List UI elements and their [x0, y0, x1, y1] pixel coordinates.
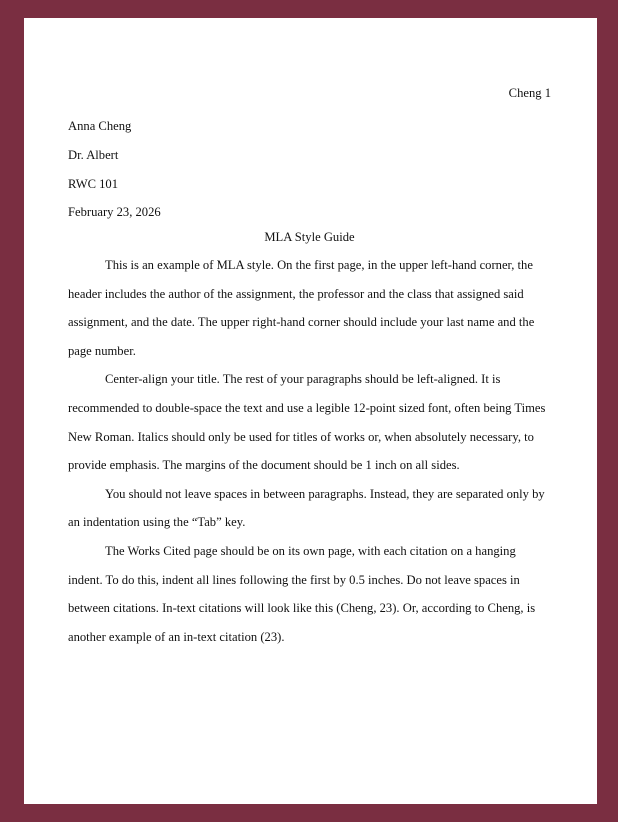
mla-header-block: [68, 112, 161, 227]
document-page: [24, 18, 597, 804]
document-title: MLA Style Guide: [264, 230, 355, 244]
professor-name: Dr. Albert: [68, 147, 119, 162]
course-name: RWC 101: [68, 176, 119, 191]
body-paragraph-2: Center-align your title. The rest of your paragraphs should be left-aligned. It is recommended to double-space the text and use a legible 12-point sized font, often being Times New Roman. Italics should only be used for titles of works or, when absolutely necessary, to provide emphasis. The margins of the document should be 1 inch on all sides.: [68, 372, 546, 473]
body-paragraph-4: The Works Cited page should be on its own page, with each citation on a hanging indent. To do this, indent all lines following the first by 0.5 inches. Do not leave spaces in between citations. In-text citations will look like this (Cheng, 23). Or, according to Cheng, is another example of an in-text citation (23).: [68, 543, 536, 644]
body-paragraph-3: You should not leave spaces in between paragraphs. Instead, they are separated only by an indentation using the “Tab” key.: [68, 486, 545, 530]
document-date: February 23, 2026: [68, 205, 161, 220]
running-head: Cheng 1: [508, 86, 551, 100]
document-body: [68, 251, 551, 651]
body-paragraph-1: This is an example of MLA style. On the first page, in the upper left-hand corner, the header includes the author of the assignment, the professor and the class that assigned said assignment, and the date. The upper right-hand corner should include your last name and the page number.: [68, 258, 535, 358]
author-name: Anna Cheng: [68, 119, 132, 133]
